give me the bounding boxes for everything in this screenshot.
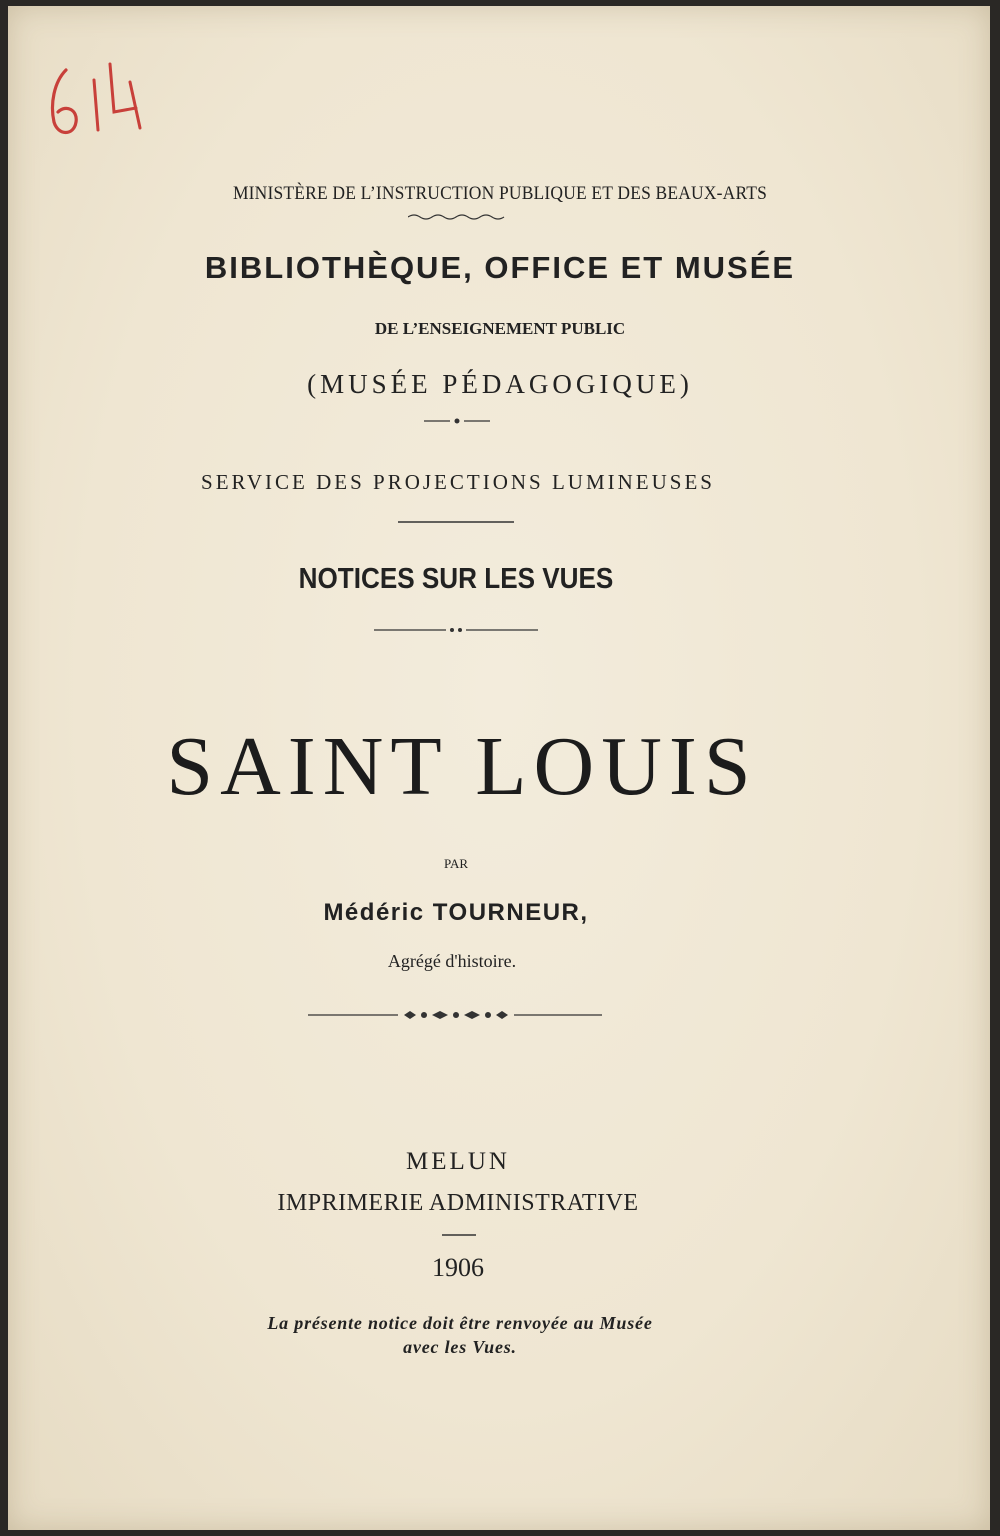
short-rule: [442, 1233, 476, 1237]
ornament-rule: [424, 416, 490, 426]
author-credential: Agrégé d'histoire.: [387, 951, 517, 971]
institution-heading: BIBLIOTHÈQUE, OFFICE ET MUSÉE: [204, 250, 796, 285]
wavy-rule: [408, 212, 508, 222]
notices-heading: NOTICES SUR LES VUES: [298, 563, 614, 595]
ornament-rule: [308, 1009, 602, 1021]
service-heading: SERVICE DES PROJECTIONS LUMINEUSES: [201, 470, 715, 494]
imprint-city: MELUN: [406, 1148, 510, 1175]
museum-heading: (MUSÉE PÉDAGOGIQUE): [307, 369, 693, 399]
by-label: PAR: [443, 856, 469, 871]
author-name: Médéric TOURNEUR,: [323, 899, 589, 926]
return-note-line1: La présente notice doit être renvoyée au Musée: [267, 1313, 653, 1333]
institution-subheading: DE L’ENSEIGNEMENT PUBLIC: [374, 319, 626, 338]
document-title: SAINT LOUIS: [166, 720, 758, 813]
ministry-heading: MINISTÈRE DE L’INSTRUCTION PUBLIQUE ET DES BEAUX-ARTS: [232, 183, 768, 204]
imprint-printer: IMPRIMERIE ADMINISTRATIVE: [277, 1190, 639, 1216]
return-note-line2: avec les Vues.: [403, 1337, 517, 1357]
plain-rule: [398, 519, 514, 525]
handwritten-number-614: [44, 52, 154, 142]
ornament-rule: [374, 625, 538, 635]
imprint-year: 1906: [432, 1253, 484, 1282]
